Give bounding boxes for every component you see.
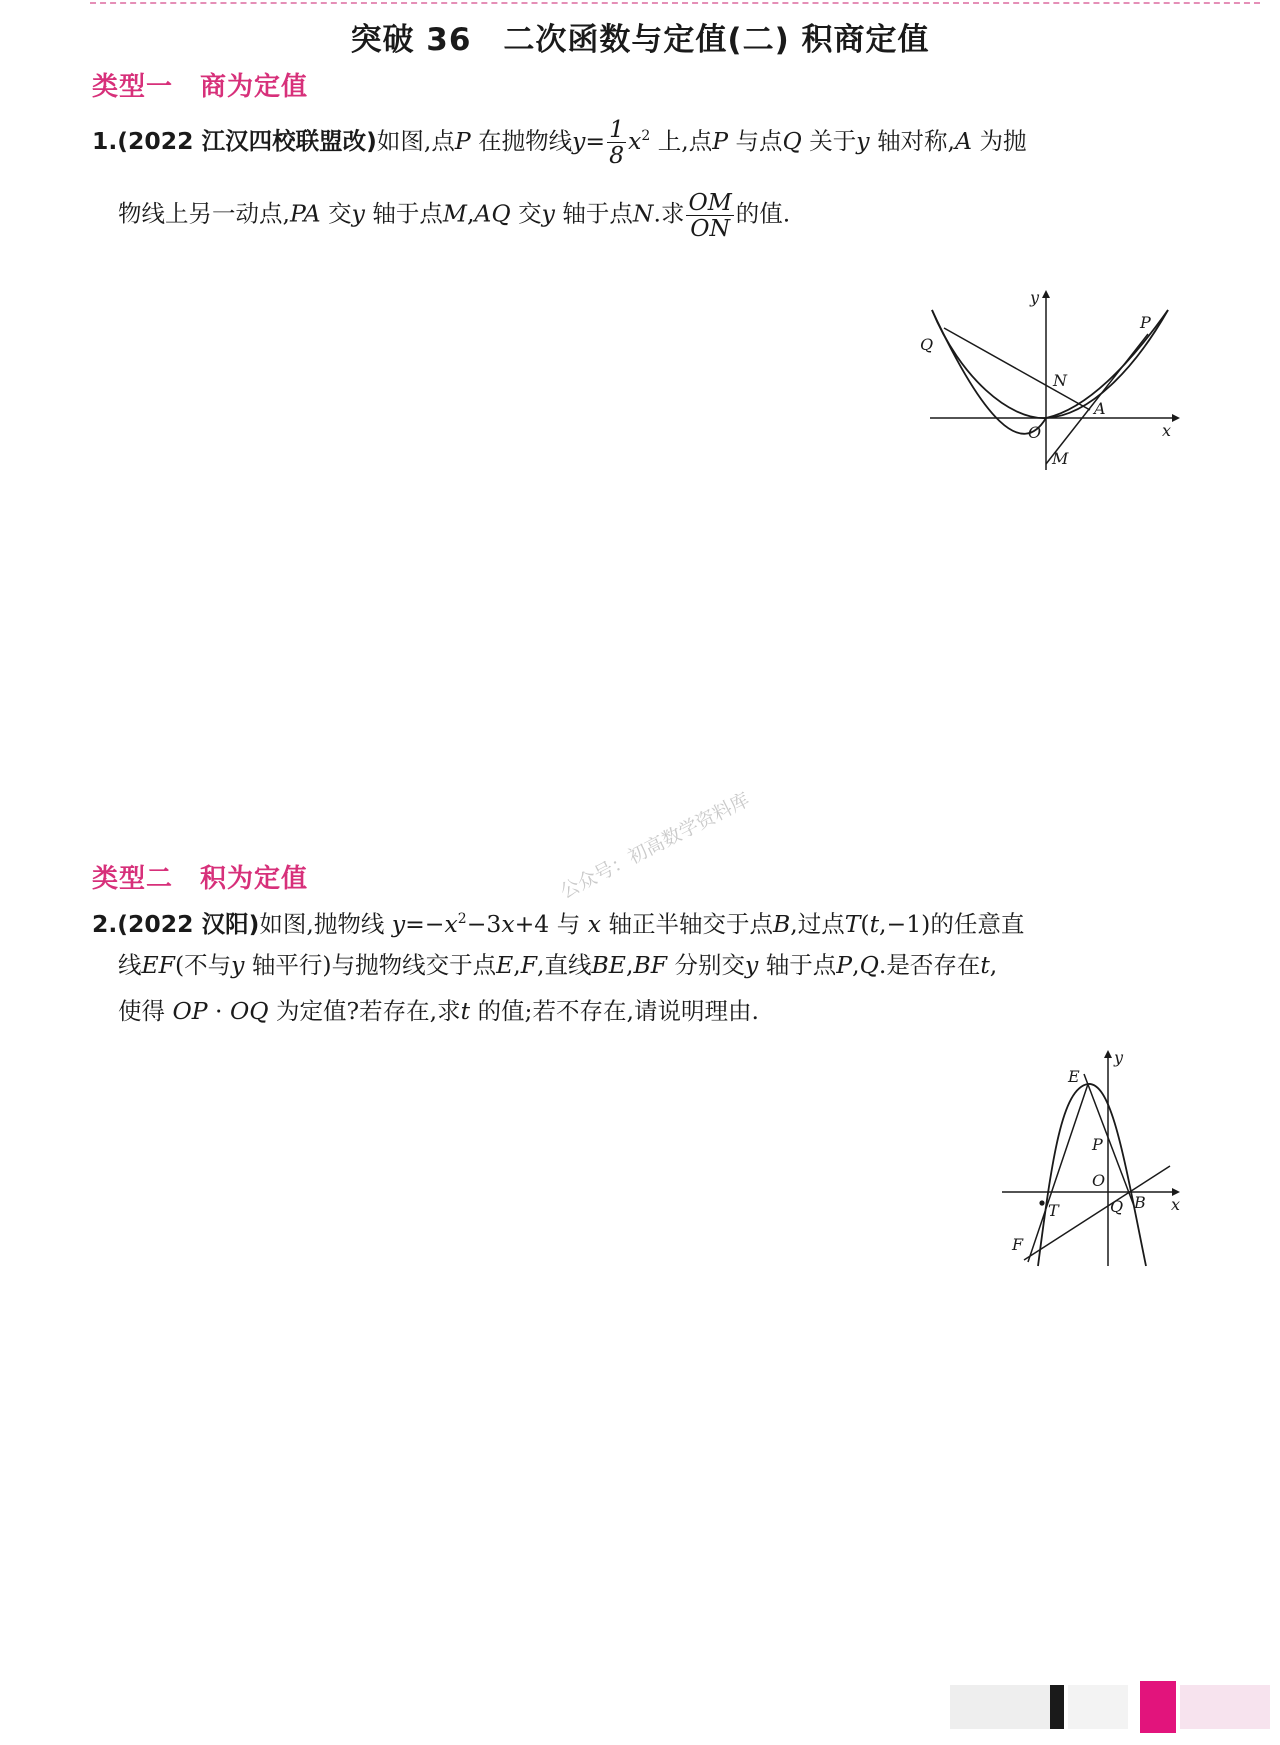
var: T (844, 909, 861, 938)
var: N (632, 199, 654, 228)
exponent: 2 (457, 911, 467, 927)
problem-2-line-2 (118, 942, 997, 988)
label-f: F (1012, 1235, 1024, 1254)
text: 轴平行)与抛物线交于点 (251, 951, 497, 979)
var: AQ (474, 199, 511, 228)
text: −3 (466, 909, 502, 938)
var: y (541, 199, 555, 228)
label-m: M (1052, 449, 1069, 468)
frac-den: 8 (609, 140, 625, 169)
watermark: 公众号：初高数学资料库 (556, 788, 754, 904)
var: F (520, 951, 538, 979)
text: 如图,点 (376, 126, 455, 155)
text: ,直线 (537, 951, 592, 979)
problem-1-line-1 (92, 113, 1027, 168)
var: y (856, 126, 870, 155)
exponent: 2 (641, 128, 651, 144)
var: Q (859, 951, 879, 979)
var: Q (782, 126, 802, 155)
var: P (712, 126, 729, 155)
var: P (454, 126, 471, 155)
text: 轴对称, (877, 126, 956, 155)
figure-2-parabola (1000, 1048, 1190, 1273)
var: A (955, 126, 973, 155)
text: 轴于点 (372, 199, 443, 228)
var: P (836, 951, 853, 979)
label-a: A (1094, 399, 1106, 418)
text: 为抛 (979, 126, 1027, 155)
text: 与点 (735, 126, 783, 155)
parabola-curve-2 (932, 310, 1168, 418)
text: ( (860, 909, 870, 938)
label-q: Q (1110, 1197, 1124, 1216)
text: .是否存在 (878, 951, 981, 979)
label-x: x (1171, 1195, 1181, 1214)
var: t (980, 951, 990, 979)
var: y (351, 199, 365, 228)
label-y: y (1030, 288, 1040, 307)
fraction-one-eighth (607, 117, 626, 167)
frac-num: OM (688, 188, 732, 216)
var: EF (141, 951, 175, 979)
text: 如图,抛物线 (259, 909, 385, 938)
var: y (745, 951, 759, 979)
text: 交 (328, 199, 352, 228)
var: y (231, 951, 245, 979)
page-corner-decoration (950, 1677, 1270, 1737)
var: x (587, 909, 601, 938)
label-p: P (1092, 1135, 1103, 1154)
figure-1-parabola (920, 288, 1180, 478)
problem-number: 2. (92, 909, 118, 938)
text: 线 (118, 951, 142, 979)
text: 在抛物线 (478, 126, 573, 155)
frac-den: ON (690, 213, 731, 242)
page-title: 突破 36 二次函数与定值(二) 积商定值 (350, 22, 930, 58)
line-ef (1028, 1084, 1088, 1262)
top-dashed-rule (90, 2, 1260, 4)
var: y (391, 909, 406, 938)
var: M (442, 199, 467, 228)
text: 的值;若不存在,请说明理由. (477, 997, 759, 1025)
problem-1-line-2 (118, 190, 790, 240)
label-o: O (1092, 1171, 1106, 1190)
section-heading-2: 类型二 积为定值 (92, 864, 309, 894)
text: 分别交 (674, 951, 745, 979)
text: , (852, 951, 860, 979)
problem-source: (2022 江汉四校联盟改) (117, 126, 377, 155)
text: 上,点 (657, 126, 713, 155)
text: , (625, 951, 634, 979)
text: 轴于点 (562, 199, 633, 228)
var: t (869, 909, 880, 938)
var: x (501, 909, 515, 938)
label-y: y (1114, 1048, 1124, 1067)
var: B (772, 909, 791, 938)
label-o: O (1028, 423, 1042, 442)
text: , (466, 199, 475, 228)
label-b: B (1134, 1193, 1146, 1212)
deco-block-dark (1050, 1685, 1064, 1729)
label-x: x (1162, 421, 1172, 440)
y-axis-arrow (1042, 290, 1050, 298)
var: OP (172, 997, 208, 1025)
text: ,−1)的任意直 (879, 909, 1025, 938)
deco-block-light (1068, 1685, 1128, 1729)
text: 为定值?若存在,求 (276, 997, 461, 1025)
label-p: P (1140, 313, 1151, 332)
var: t (460, 997, 471, 1025)
var: E (496, 951, 514, 979)
deco-block-magenta (1140, 1681, 1176, 1733)
text: · (215, 997, 223, 1025)
text: .求 (653, 199, 685, 228)
x-axis-arrow (1172, 414, 1180, 422)
var: OQ (230, 997, 269, 1025)
text: , (989, 951, 998, 979)
label-q: Q (920, 335, 934, 354)
text: 交 (518, 199, 542, 228)
var: y (572, 126, 586, 155)
text: =− (405, 909, 445, 938)
text: , (513, 951, 521, 979)
var: x (628, 126, 642, 155)
text: = (585, 126, 606, 155)
text: 物线上另一动点, (118, 199, 290, 228)
deco-block-gray (950, 1685, 1050, 1729)
problem-2-line-1 (92, 896, 1024, 947)
point-t-dot (1039, 1200, 1044, 1205)
var: BF (633, 951, 668, 979)
label-n: N (1053, 371, 1067, 390)
text: ,过点 (790, 909, 845, 938)
var: PA (289, 199, 321, 228)
text: +4 与 (514, 909, 581, 938)
problem-source: (2022 汉阳) (117, 909, 260, 938)
text: 关于 (809, 126, 857, 155)
label-t: T (1048, 1201, 1059, 1220)
var: BE (591, 951, 626, 979)
frac-num: 1 (609, 115, 625, 144)
text: 的值. (735, 199, 791, 228)
text: 轴于点 (765, 951, 837, 979)
problem-number: 1. (92, 126, 118, 155)
var: x (444, 909, 458, 938)
text: 轴正半轴交于点 (608, 909, 773, 938)
text: (不与 (174, 951, 232, 979)
fraction-om-on (686, 190, 733, 240)
y-axis-arrow (1104, 1050, 1112, 1058)
label-e: E (1068, 1067, 1080, 1086)
text: 使得 (118, 997, 165, 1025)
problem-2-line-3 (118, 988, 759, 1034)
section-heading-1: 类型一 商为定值 (92, 72, 309, 102)
deco-block-pink (1180, 1685, 1270, 1729)
